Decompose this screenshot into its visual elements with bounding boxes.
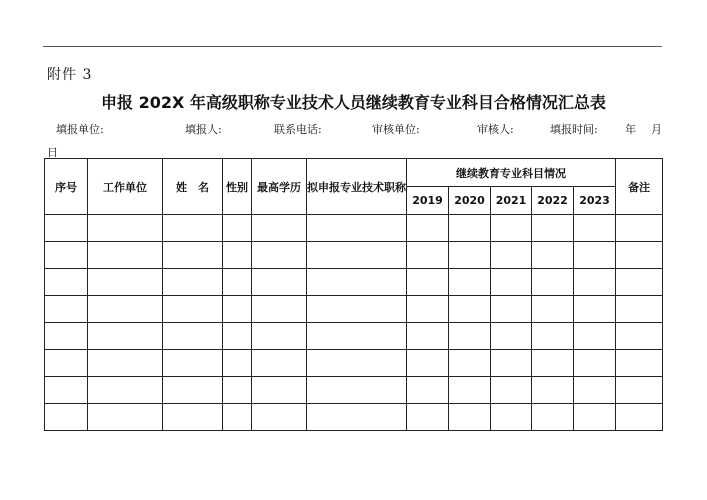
table-cell [616,215,663,242]
table-cell [307,242,407,269]
table-cell [163,242,223,269]
header-remarks: 备注 [616,159,663,215]
phone-label: 联系电话: [274,123,322,136]
page-title: 申报 202X 年高级职称专业技术人员继续教育专业科目合格情况汇总表 [101,93,606,112]
table-cell [45,323,88,350]
table-cell [616,404,663,431]
table-cell [449,377,491,404]
table-cell [252,296,307,323]
table-cell [532,377,574,404]
table-cell [45,269,88,296]
table-cell [491,242,532,269]
header-gender: 性别 [223,159,252,215]
table-cell [252,242,307,269]
reviewer-label: 审核人: [477,123,514,136]
table-cell [491,377,532,404]
table-cell [252,377,307,404]
table-cell [491,404,532,431]
table-cell [163,296,223,323]
year-label: 年 [625,123,636,136]
header-year-2020: 2020 [449,187,491,215]
table-cell [616,377,663,404]
table-cell [616,323,663,350]
table-cell [491,296,532,323]
table-cell [407,377,449,404]
table-cell [574,215,616,242]
table-cell [407,404,449,431]
table-cell [223,215,252,242]
table-cell [616,269,663,296]
table-cell [88,269,163,296]
table-cell [223,296,252,323]
table-row [45,323,663,350]
attachment-label: 附件 3 [47,67,93,83]
table-cell [45,215,88,242]
review-unit-label: 审核单位: [372,123,420,136]
table-row [45,377,663,404]
table-cell [163,323,223,350]
table-cell [307,377,407,404]
table-cell [223,242,252,269]
table-cell [252,323,307,350]
header-year-2022: 2022 [532,187,574,215]
table-cell [223,377,252,404]
table-cell [163,377,223,404]
table-cell [88,377,163,404]
table-cell [223,269,252,296]
table-cell [45,377,88,404]
table-cell [252,215,307,242]
table-cell [532,215,574,242]
table-row [45,350,663,377]
table-cell [407,215,449,242]
table-cell [449,323,491,350]
table-cell [574,242,616,269]
fill-time-label: 填报时间: [550,123,598,136]
table-cell [616,242,663,269]
header-seq: 序号 [45,159,88,215]
table-cell [223,404,252,431]
table-cell [491,269,532,296]
table-cell [532,269,574,296]
table-cell [407,350,449,377]
table-row [45,269,663,296]
table-cell [574,269,616,296]
table-row [45,215,663,242]
table-cell [616,350,663,377]
table-cell [307,296,407,323]
table-cell [223,323,252,350]
table-cell [307,269,407,296]
month-label: 月 [651,123,662,136]
table-cell [88,323,163,350]
table-cell [491,215,532,242]
table-cell [574,350,616,377]
table-cell [88,215,163,242]
table-cell [532,242,574,269]
table-cell [45,296,88,323]
table-cell [252,350,307,377]
table-cell [574,296,616,323]
table-cell [532,404,574,431]
header-continuing-education: 继续教育专业科目情况 [407,159,616,187]
table-cell [449,296,491,323]
table-cell [407,242,449,269]
table-cell [407,269,449,296]
fill-unit-label: 填报单位: [56,123,104,136]
table-cell [532,296,574,323]
table-cell [491,323,532,350]
table-cell [223,350,252,377]
table-cell [252,269,307,296]
header-work-unit: 工作单位 [88,159,163,215]
table-cell [616,296,663,323]
table-cell [449,242,491,269]
table-cell [45,404,88,431]
header-name: 姓 名 [163,159,223,215]
table-cell [449,215,491,242]
table-cell [88,404,163,431]
table-cell [45,242,88,269]
table-row [45,296,663,323]
table-cell [307,323,407,350]
table-cell [407,296,449,323]
table-cell [574,323,616,350]
header-education: 最高学历 [252,159,307,215]
top-rule [43,46,662,47]
summary-table [44,158,663,431]
table-row [45,404,663,431]
table-cell [449,404,491,431]
table-cell [88,296,163,323]
table-cell [491,350,532,377]
day-label: 日 [47,146,58,159]
table-cell [163,215,223,242]
table-cell [532,350,574,377]
header-title-applied: 拟申报专业技术职称 [307,159,407,215]
table-row [45,242,663,269]
table-body [45,215,663,431]
table-cell [449,350,491,377]
table-cell [307,404,407,431]
table-cell [407,323,449,350]
table-cell [163,350,223,377]
header-year-2019: 2019 [407,187,449,215]
header-year-2021: 2021 [491,187,532,215]
table-cell [45,350,88,377]
table-cell [252,404,307,431]
table-cell [307,215,407,242]
table-cell [574,404,616,431]
table-cell [163,269,223,296]
table-cell [574,377,616,404]
table-cell [88,242,163,269]
table-cell [532,323,574,350]
header-year-2023: 2023 [574,187,616,215]
filler-label: 填报人: [185,123,222,136]
table-cell [449,269,491,296]
table-cell [163,404,223,431]
table-cell [307,350,407,377]
table-cell [88,350,163,377]
